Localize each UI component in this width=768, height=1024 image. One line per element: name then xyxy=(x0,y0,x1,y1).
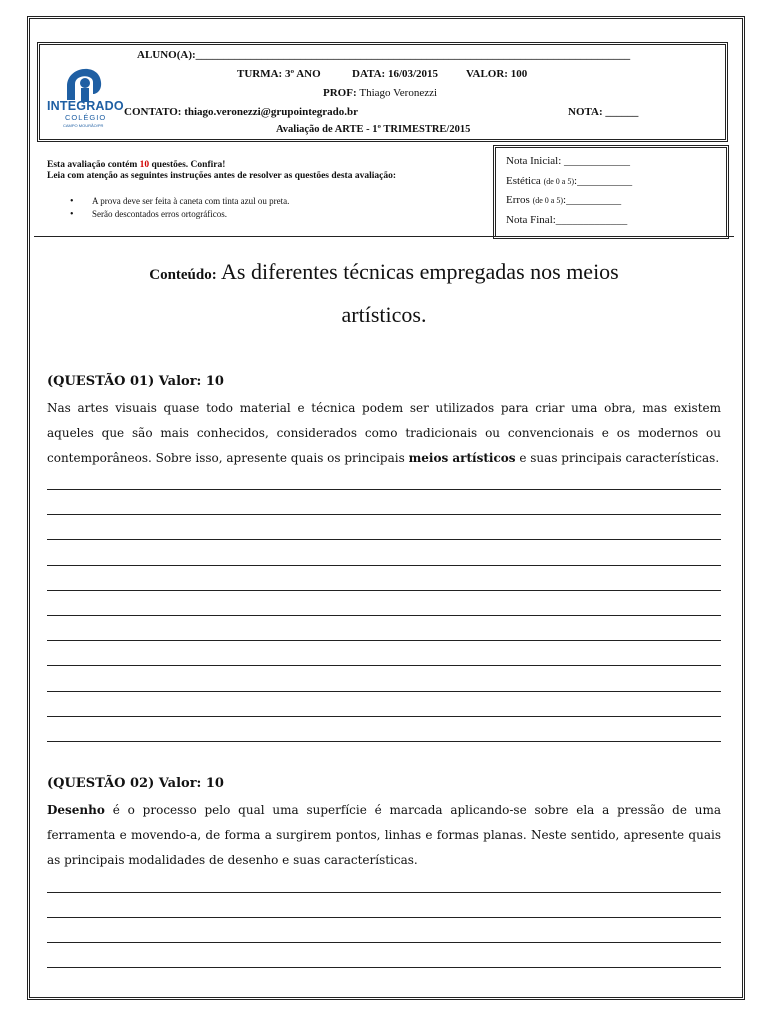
answer-line[interactable] xyxy=(47,565,721,566)
answer-line[interactable] xyxy=(47,716,721,717)
nota-final-field: Nota Final:_____________ xyxy=(506,213,628,226)
answer-line[interactable] xyxy=(47,741,721,742)
content-label: Conteúdo: xyxy=(149,267,217,283)
aluno-field: ALUNO(A):_______________________________________________________________________________ xyxy=(137,49,631,61)
prof-label: PROF: xyxy=(323,87,357,99)
answer-line[interactable] xyxy=(47,539,721,540)
bullet-item: • A prova deve ser feita à caneta com tinta azul ou preta. xyxy=(66,195,289,208)
answer-line[interactable] xyxy=(47,640,721,641)
logo-subtext: COLÉGIO xyxy=(65,113,107,122)
answer-line[interactable] xyxy=(47,942,721,943)
question-1-text: Nas artes visuais quase todo material e técnica podem ser utilizados para criar uma obra, mas existem aqueles que são mais conhecidos, considerados como tradicionais ou convencionais e os modernos ou contemporâneos. Sobre isso, apresente quais os principais meios artísticos e suas principais características. xyxy=(47,401,721,465)
data-label: DATA: 16/03/2015 xyxy=(352,68,439,80)
answer-line[interactable] xyxy=(47,691,721,692)
prof-name: Thiago Veronezzi xyxy=(359,87,438,99)
content-title-line1: As diferentes técnicas empregadas nos meios xyxy=(221,259,619,284)
content-title xyxy=(47,254,721,337)
logo-text: INTEGRADO xyxy=(47,99,124,113)
answer-line[interactable] xyxy=(47,590,721,591)
scores-box xyxy=(493,145,729,239)
answer-line[interactable] xyxy=(47,514,721,515)
answer-line[interactable] xyxy=(47,665,721,666)
school-logo xyxy=(45,52,124,132)
answer-line[interactable] xyxy=(47,615,721,616)
instruction-bullets xyxy=(66,195,289,221)
prof-line xyxy=(323,87,437,99)
answer-line[interactable] xyxy=(47,892,721,893)
instructions-line2: Leia com atenção as seguintes instruções antes de resolver as questões desta avaliação: xyxy=(47,171,397,181)
nota-label: NOTA: ______ xyxy=(568,106,639,118)
bullet-item: • Serão descontados erros ortográficos. xyxy=(66,208,289,221)
question-count: 10 xyxy=(139,160,150,170)
answer-line[interactable] xyxy=(47,967,721,968)
turma-label: TURMA: 3º ANO xyxy=(237,68,321,80)
valor-label: VALOR: 100 xyxy=(466,68,528,80)
erros-field: Erros (de 0 a 5):__________ xyxy=(506,194,622,206)
estetica-field: Estética (de 0 a 5):__________ xyxy=(506,174,633,187)
instructions xyxy=(47,160,396,182)
question-2-heading: (QUESTÃO 02) Valor: 10 xyxy=(47,776,224,791)
divider xyxy=(34,236,734,237)
nota-inicial-field: Nota Inicial: ____________ xyxy=(506,155,631,167)
question-2-text: Desenho é o processo pelo qual uma superfície é marcada aplicando-se sobre ela a pressão de uma ferramenta e movendo-a, de forma a surgirem pontos, linhas e formas planas. Neste sentido, apresente quais as principais modalidades de desenho e suas características. xyxy=(47,803,721,867)
instructions-line1: Esta avaliação contém 10 questões. Confira! xyxy=(47,160,226,170)
answer-line[interactable] xyxy=(47,917,721,918)
avaliacao-title: Avaliação de ARTE - 1º TRIMESTRE/2015 xyxy=(276,124,471,135)
logo-city: CAMPO MOURÃO/PR xyxy=(63,123,104,128)
contato-label: CONTATO: thiago.veronezzi@grupointegrado.br xyxy=(124,106,358,118)
question-1-heading: (QUESTÃO 01) Valor: 10 xyxy=(47,374,224,389)
answer-line[interactable] xyxy=(47,489,721,490)
content-title-line2: artísticos. xyxy=(341,302,427,327)
